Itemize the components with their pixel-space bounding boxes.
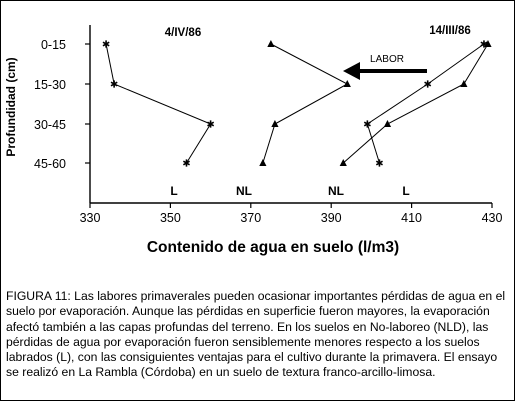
y-axis-title: Profundidad (cm) (4, 57, 18, 157)
triangle-marker (259, 159, 266, 166)
series (103, 40, 492, 167)
star-marker (207, 120, 213, 127)
y-tick-label: 0-15 (40, 38, 66, 52)
x-tick-label: 330 (79, 211, 101, 225)
series-group (103, 40, 214, 166)
y-tick-label: 30-45 (34, 118, 66, 132)
star-marker (425, 80, 431, 87)
series-label: NL (236, 184, 252, 198)
triangle-marker (460, 80, 467, 87)
star-marker (364, 120, 370, 127)
date-label: 14/III/86 (429, 25, 471, 37)
x-tick-label: 370 (240, 211, 262, 225)
triangle-marker (344, 80, 351, 87)
triangle-marker (384, 120, 391, 127)
x-tick-label: 350 (159, 211, 181, 225)
labor-arrow-label: LABOR (370, 54, 404, 65)
labor-arrow-head (343, 62, 360, 80)
x-tick-label: 390 (320, 211, 342, 225)
series-group (340, 40, 492, 166)
series-label: L (170, 184, 178, 198)
triangle-marker (267, 40, 274, 47)
x-tick-labels (80, 211, 503, 225)
series-line (106, 44, 211, 163)
series-line (263, 44, 347, 163)
series-label: NL (328, 184, 344, 198)
x-axis-title: Contenido de agua en suelo (l/m3) (146, 239, 400, 256)
star-marker (111, 80, 117, 87)
date-label: 4/IV/86 (164, 27, 202, 39)
y-tick-labels (34, 38, 66, 171)
series-label: L (402, 184, 410, 198)
y-tick-label: 15-30 (34, 78, 66, 92)
star-marker (103, 40, 109, 47)
triangle-marker (340, 159, 347, 166)
y-tick-label: 45-60 (34, 157, 66, 171)
x-tick-label: 410 (401, 211, 423, 225)
figure-caption: FIGURA 11: Las labores primaverales pueden ocasionar importantes pérdidas de agua en el suelo por evaporación. Aunque las pérdidas en superficie fueron mayores, la evaporación afectó también a las capas profundas del terreno. En los suelos en No-laboreo (NLD), las pérdidas de agua por evaporación fueron sensiblemente menores respecto a los suelos labrados (L), con las consiguientes ventajas para el cultivo durante la primavera. El ensayo se realizó en La Rambla (Córdoba) en un suelo de textura franco-arcillo-limosa. (6, 289, 506, 380)
series-labels (170, 184, 409, 198)
series-group (259, 40, 351, 166)
star-marker (183, 159, 189, 166)
x-tick-label: 430 (481, 211, 503, 225)
triangle-marker (271, 120, 278, 127)
star-marker (376, 159, 382, 166)
series-line (343, 44, 488, 163)
